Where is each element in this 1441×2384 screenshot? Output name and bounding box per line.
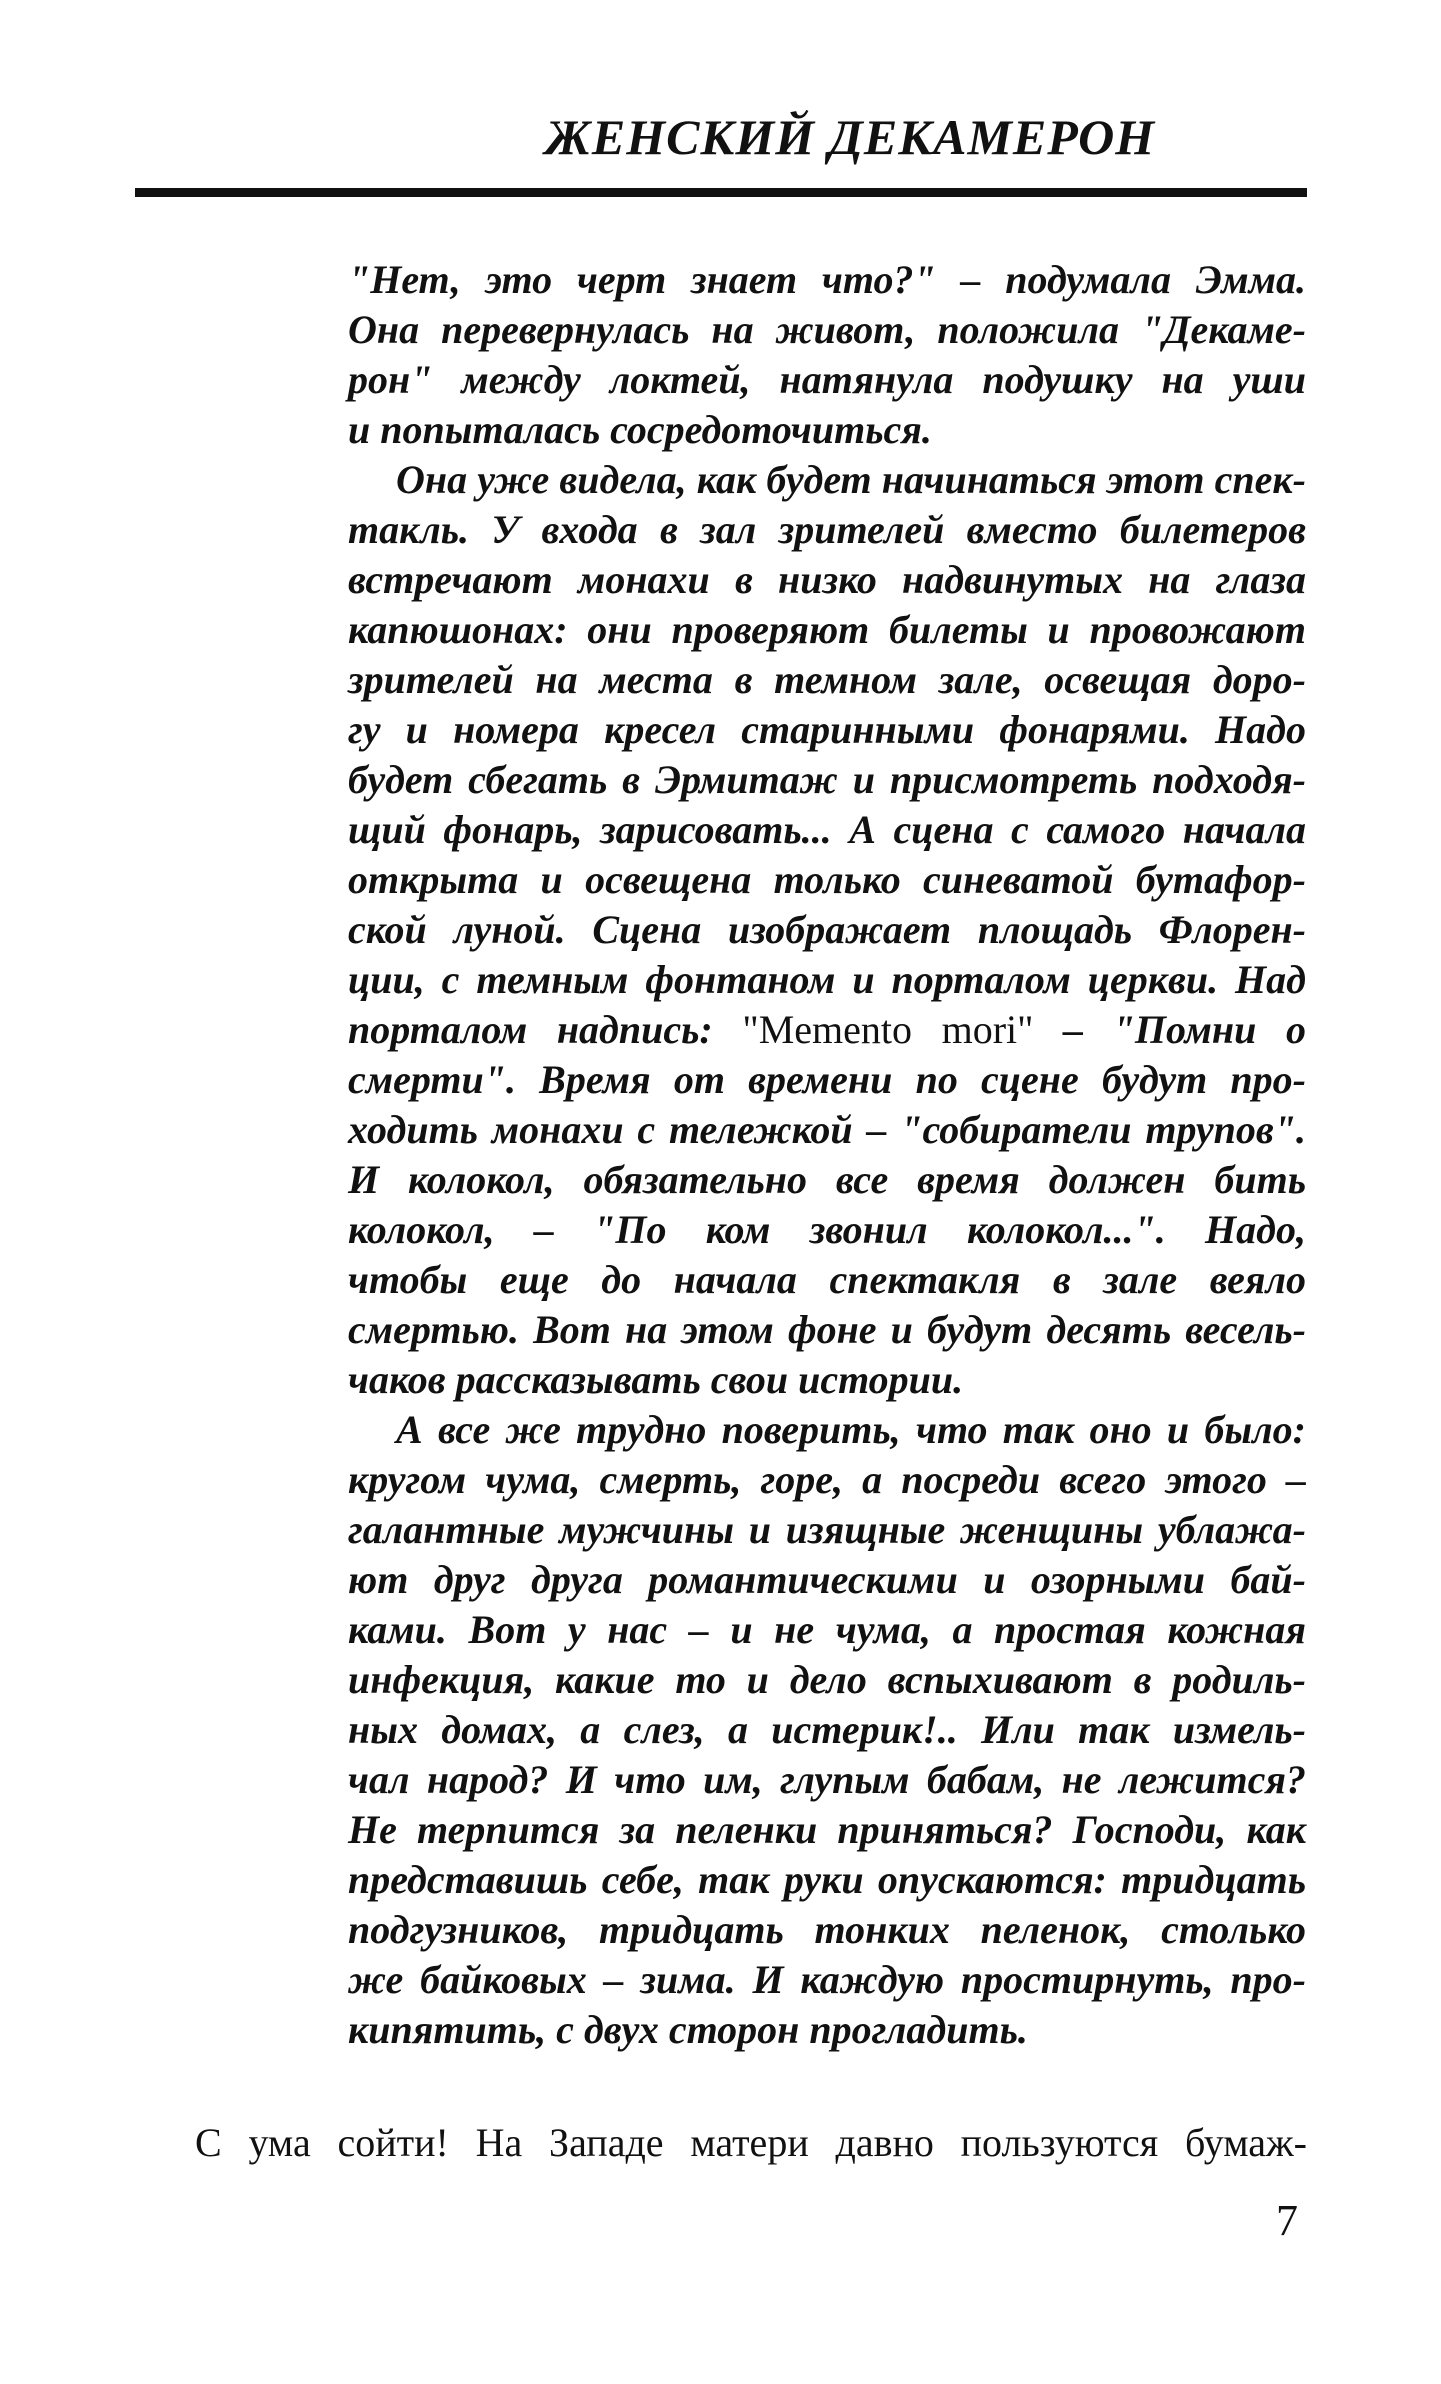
text-line: И колокол, обязательно все время должен бить: [348, 1157, 1306, 1202]
text-line: гу и номера кресел старинными фонарями. Надо: [348, 707, 1306, 752]
text-line: ции, с темным фонтаном и порталом церкви. Над: [348, 957, 1306, 1002]
text-line: ных домах, а слез, а истерик!.. Или так измель-: [348, 1707, 1306, 1752]
text-line: колокол, – "По ком звонил колокол...". Надо,: [348, 1207, 1306, 1252]
text-line: чтобы еще до начала спектакля в зале веяло: [348, 1257, 1306, 1302]
body-text-line: С ума сойти! На Западе матери давно пользуются бумаж-: [195, 2120, 1307, 2165]
memento-mori-line: [348, 1005, 1306, 1055]
text-line: и попыталась сосредоточиться.: [348, 407, 932, 452]
text-line: "Нет, это черт знает что?" – подумала Эмма.: [348, 257, 1306, 302]
text-line: ходить монахи с тележкой – "собиратели трупов".: [348, 1107, 1306, 1152]
text-line: галантные мужчины и изящные женщины ублажа-: [348, 1507, 1306, 1552]
text-line: же байковых – зима. И каждую простирнуть, про-: [348, 1957, 1306, 2002]
text-line: чал народ? И что им, глупым бабам, не лежится?: [348, 1757, 1306, 1802]
text-line: встречают монахи в низко надвинутых на глаза: [348, 557, 1306, 602]
text-line: ской луной. Сцена изображает площадь Флорен-: [348, 907, 1306, 952]
page-number: 7: [1276, 2196, 1298, 2245]
text-line: смертью. Вот на этом фоне и будут десять весель-: [348, 1307, 1306, 1352]
text-line: подгузников, тридцать тонких пеленок, столько: [348, 1907, 1306, 1952]
italic-passage: [348, 255, 1306, 2055]
text-line: кипятить, с двух сторон прогладить.: [348, 2007, 1028, 2052]
memento-line-end: – "Помни о: [1033, 1007, 1306, 1052]
text-line: чаков рассказывать свои истории.: [348, 1357, 964, 1402]
text-line: щий фонарь, зарисовать... А сцена с самого начала: [348, 807, 1306, 852]
text-line: А все же трудно поверить, что так оно и было:: [396, 1407, 1306, 1452]
running-head: ЖЕНСКИЙ ДЕКАМЕРОН: [545, 109, 1156, 165]
text-line: рон" между локтей, натянула подушку на уши: [348, 357, 1306, 402]
header-rule: [135, 188, 1307, 197]
memento-line-start: порталом надпись:: [348, 1007, 743, 1052]
text-line: такль. У входа в зал зрителей вместо билетеров: [348, 507, 1306, 552]
text-line: зрителей на места в темном зале, освещая доро-: [348, 657, 1306, 702]
text-line: кругом чума, смерть, горе, а посреди всего этого –: [348, 1457, 1306, 1502]
text-line: Не терпится за пеленки приняться? Господи, как: [348, 1807, 1306, 1852]
text-line: ют друг друга романтическими и озорными бай-: [348, 1557, 1306, 1602]
text-line: Она перевернулась на живот, положила "Декаме-: [348, 307, 1306, 352]
text-line: капюшонах: они проверяют билеты и провожают: [348, 607, 1306, 652]
latin-inscription: "Memento mori": [742, 1007, 1034, 1052]
text-line: инфекция, какие то и дело вспыхивают в родиль-: [348, 1657, 1306, 1702]
text-line: Она уже видела, как будет начинаться этот спек-: [396, 457, 1306, 502]
text-line: открыта и освещена только синеватой бутафор-: [348, 857, 1306, 902]
text-line: ками. Вот у нас – и не чума, а простая кожная: [348, 1607, 1306, 1652]
text-line: представишь себе, так руки опускаются: тридцать: [348, 1857, 1306, 1902]
text-line: смерти". Время от времени по сцене будут про-: [348, 1057, 1306, 1102]
text-line: будет сбегать в Эрмитаж и присмотреть подходя-: [348, 757, 1306, 802]
